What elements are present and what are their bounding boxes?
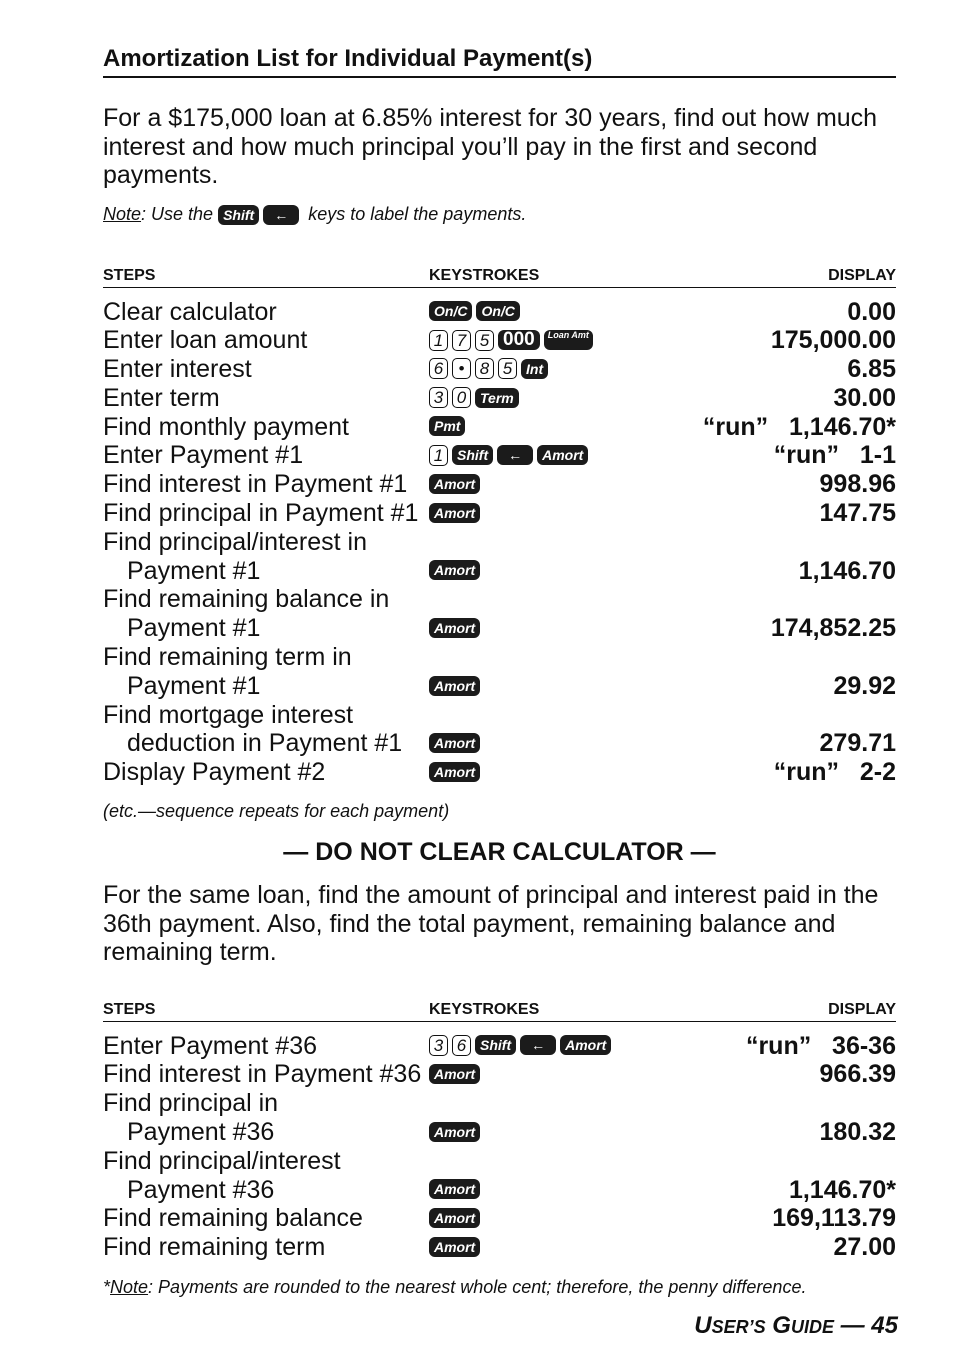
footnote	[103, 1277, 896, 1298]
amort-key-icon: Amort	[429, 474, 480, 494]
display-value: “run” 2-2	[773, 758, 896, 787]
step-text	[103, 470, 433, 499]
step-text	[103, 643, 433, 701]
digit-key-icon: 1	[429, 445, 448, 466]
keys-note	[103, 201, 896, 227]
on-c-key-icon: On/C	[429, 301, 472, 321]
steps-header: STEPS	[103, 266, 156, 284]
amort-key-icon: Amort	[429, 1208, 480, 1228]
steps-table-2	[103, 1032, 896, 1262]
step-label: Display Payment #2	[103, 758, 326, 787]
step-label: Find interest in Payment #36	[103, 1060, 422, 1089]
step-text	[103, 326, 433, 355]
display-value: 169,113.79	[772, 1204, 896, 1233]
amort-key-icon: Amort	[429, 618, 480, 638]
display-value: 998.96	[819, 470, 896, 499]
display-value: “run” 1,146.70*	[702, 412, 896, 441]
display-value: “run” 36-36	[745, 1031, 896, 1060]
step-label: Find remaining term	[103, 1233, 326, 1262]
step-label-continued: Payment #36	[127, 1117, 275, 1146]
keystrokes	[429, 759, 484, 785]
keystrokes	[429, 327, 597, 353]
display-value: 279.71	[819, 729, 896, 758]
footnote-text: : Payments are rounded to the nearest whole cent; therefore, the penny difference.	[148, 1276, 807, 1297]
display-header: DISPLAY	[828, 1000, 896, 1018]
page-footer	[694, 1312, 898, 1340]
amort-key-icon: Amort	[429, 1064, 480, 1084]
display-value: 1,146.70*	[788, 1175, 896, 1204]
keystrokes	[429, 1234, 484, 1260]
keystrokes	[429, 413, 469, 439]
step-text	[103, 384, 433, 413]
step-row	[103, 441, 896, 470]
keystrokes	[429, 1119, 484, 1145]
footer-part: S	[753, 1317, 766, 1337]
on-c-key-icon: On/C	[476, 301, 519, 321]
etc-note: (etc.—sequence repeats for each payment)	[103, 801, 450, 822]
step-row	[103, 1147, 896, 1205]
digit-key-icon: 6	[452, 1035, 471, 1056]
display-value: 174,852.25	[770, 614, 896, 643]
step-label: Find remaining term in	[103, 643, 352, 672]
display-value: 966.39	[819, 1060, 896, 1089]
step-row	[103, 1233, 896, 1262]
keystrokes	[429, 442, 592, 468]
step-row	[103, 355, 896, 384]
term-key-icon: Term	[475, 388, 519, 408]
digit-key-icon: 0	[452, 387, 471, 408]
step-label: Enter interest	[103, 355, 252, 384]
step-row	[103, 413, 896, 442]
step-row	[103, 384, 896, 413]
step-label-continued: Payment #36	[127, 1175, 275, 1204]
display-header: DISPLAY	[828, 266, 896, 284]
step-text	[103, 1233, 433, 1262]
int-key-icon: Int	[521, 359, 548, 379]
step-label: Find principal in Payment #1	[103, 499, 419, 528]
digit-key-icon: 3	[429, 387, 448, 408]
amort-key-icon: Amort	[429, 676, 480, 696]
step-text	[103, 701, 433, 759]
shift-key-icon: Shift	[452, 445, 493, 465]
pmt-key-icon: Pmt	[429, 416, 465, 436]
amort-key-icon: Amort	[429, 1122, 480, 1142]
step-row	[103, 643, 896, 701]
step-text	[103, 298, 433, 327]
keystrokes	[429, 1032, 615, 1058]
shift-key-icon: Shift	[475, 1035, 516, 1055]
amort-key-icon: Amort	[429, 1237, 480, 1257]
step-label: Find monthly payment	[103, 412, 349, 441]
left-arrow-key-icon: ←	[263, 205, 299, 225]
keystrokes	[429, 730, 484, 756]
amort-key-icon: Amort	[429, 560, 480, 580]
keystrokes-header: KEYSTROKES	[429, 266, 540, 284]
step-label-continued: Payment #1	[127, 671, 261, 700]
keystrokes	[429, 500, 484, 526]
footer-part: G	[772, 1312, 791, 1339]
do-not-clear-banner: — DO NOT CLEAR CALCULATOR —	[283, 838, 716, 867]
step-text	[103, 355, 433, 384]
digit-key-icon: 3	[429, 1035, 448, 1056]
step-text	[103, 585, 433, 643]
step-label: Find interest in Payment #1	[103, 470, 408, 499]
step-text	[103, 413, 433, 442]
step-label: Enter loan amount	[103, 326, 308, 355]
step-text	[103, 441, 433, 470]
left-arrow-key-icon: ←	[520, 1035, 556, 1055]
keystrokes	[429, 385, 523, 411]
section-heading: Amortization List for Individual Payment(s)	[103, 44, 896, 78]
digit-key-icon: 8	[475, 358, 494, 379]
keystrokes	[429, 471, 484, 497]
intro-paragraph: For a $175,000 loan at 6.85% interest for 30 years, find out how much interest and how much principal you’ll pay in the first and second payments.	[103, 104, 878, 189]
second-paragraph: For the same loan, find the amount of principal and interest paid in the 36th payment. Also, find the total payment, remaining balance and remaining term.	[103, 881, 879, 967]
footer-part: ’	[748, 1317, 754, 1337]
step-row	[103, 528, 896, 586]
display-value: 30.00	[833, 383, 896, 412]
step-row	[103, 470, 896, 499]
step-text	[103, 528, 433, 586]
footnote-label: Note	[110, 1276, 149, 1297]
keystrokes	[429, 557, 484, 583]
step-text	[103, 758, 433, 787]
step-label: Find remaining balance	[103, 1204, 363, 1233]
loan-amt-key-icon: Loan Amt	[544, 330, 593, 350]
note-label: Note	[103, 203, 142, 224]
step-text	[103, 1060, 433, 1089]
keystrokes	[429, 298, 524, 324]
step-label: Find principal in	[103, 1089, 279, 1118]
display-value: “run” 1-1	[773, 441, 896, 470]
display-value: 147.75	[819, 499, 896, 528]
step-label: Find mortgage interest	[103, 700, 354, 729]
display-value: 180.32	[819, 1117, 896, 1146]
step-label: Find principal/interest in	[103, 527, 368, 556]
display-value: 29.92	[833, 671, 896, 700]
step-row	[103, 585, 896, 643]
digit-key-icon: 6	[429, 358, 448, 379]
step-label: Enter term	[103, 383, 220, 412]
step-text	[103, 1147, 433, 1205]
digit-key-icon: 7	[452, 330, 471, 351]
step-text	[103, 499, 433, 528]
step-row	[103, 758, 896, 787]
step-label: Clear calculator	[103, 297, 277, 326]
amort-key-icon: Amort	[429, 733, 480, 753]
footnote-star: *	[103, 1276, 111, 1297]
amort-key-icon: Amort	[429, 762, 480, 782]
step-row	[103, 499, 896, 528]
note-after: keys to label the payments.	[308, 203, 527, 224]
keystrokes	[429, 1061, 484, 1087]
shift-key-icon: Shift	[218, 205, 259, 225]
step-row	[103, 1032, 896, 1061]
digit-key-icon: 5	[475, 330, 494, 351]
step-row	[103, 326, 896, 355]
table1-header	[103, 265, 896, 288]
manual-page	[103, 44, 896, 1298]
digit-key-icon: 5	[498, 358, 517, 379]
step-label-continued: Payment #1	[127, 556, 261, 585]
keystrokes	[429, 615, 484, 641]
keystrokes	[429, 1176, 484, 1202]
footer-part: UIDE	[790, 1317, 834, 1337]
page-number: — 45	[833, 1312, 898, 1339]
display-value: 0.00	[847, 297, 896, 326]
step-row	[103, 701, 896, 759]
step-row	[103, 1060, 896, 1089]
step-label: Enter Payment #36	[103, 1031, 318, 1060]
step-label-continued: deduction in Payment #1	[127, 729, 403, 758]
footer-part: SER	[711, 1317, 749, 1337]
amort-key-icon: Amort	[560, 1035, 611, 1055]
step-text	[103, 1032, 433, 1061]
note-before: : Use the	[141, 203, 214, 224]
step-label-continued: Payment #1	[127, 614, 261, 643]
amort-key-icon: Amort	[429, 503, 480, 523]
step-label: Find principal/interest	[103, 1146, 341, 1175]
display-value: 6.85	[847, 355, 896, 384]
step-label: Find remaining balance in	[103, 585, 390, 614]
step-row	[103, 298, 896, 327]
step-row	[103, 1089, 896, 1147]
keystrokes	[429, 356, 552, 382]
keystrokes	[429, 1205, 484, 1231]
display-value: 1,146.70	[798, 556, 896, 585]
amort-key-icon: Amort	[537, 445, 588, 465]
step-label: Enter Payment #1	[103, 441, 304, 470]
steps-table-1	[103, 298, 896, 788]
steps-header: STEPS	[103, 1000, 156, 1018]
step-row	[103, 1204, 896, 1233]
footer-part: U	[694, 1312, 712, 1339]
digit-key-icon: 1	[429, 330, 448, 351]
display-value: 27.00	[833, 1233, 896, 1262]
keystrokes	[429, 673, 484, 699]
step-text	[103, 1089, 433, 1147]
step-text	[103, 1204, 433, 1233]
table2-header	[103, 999, 896, 1022]
digit-key-icon: •	[452, 358, 471, 379]
triple-zero-key-icon: 000	[498, 330, 540, 350]
left-arrow-key-icon: ←	[497, 445, 533, 465]
amort-key-icon: Amort	[429, 1179, 480, 1199]
keystrokes-header: KEYSTROKES	[429, 1000, 540, 1018]
display-value: 175,000.00	[770, 326, 896, 355]
